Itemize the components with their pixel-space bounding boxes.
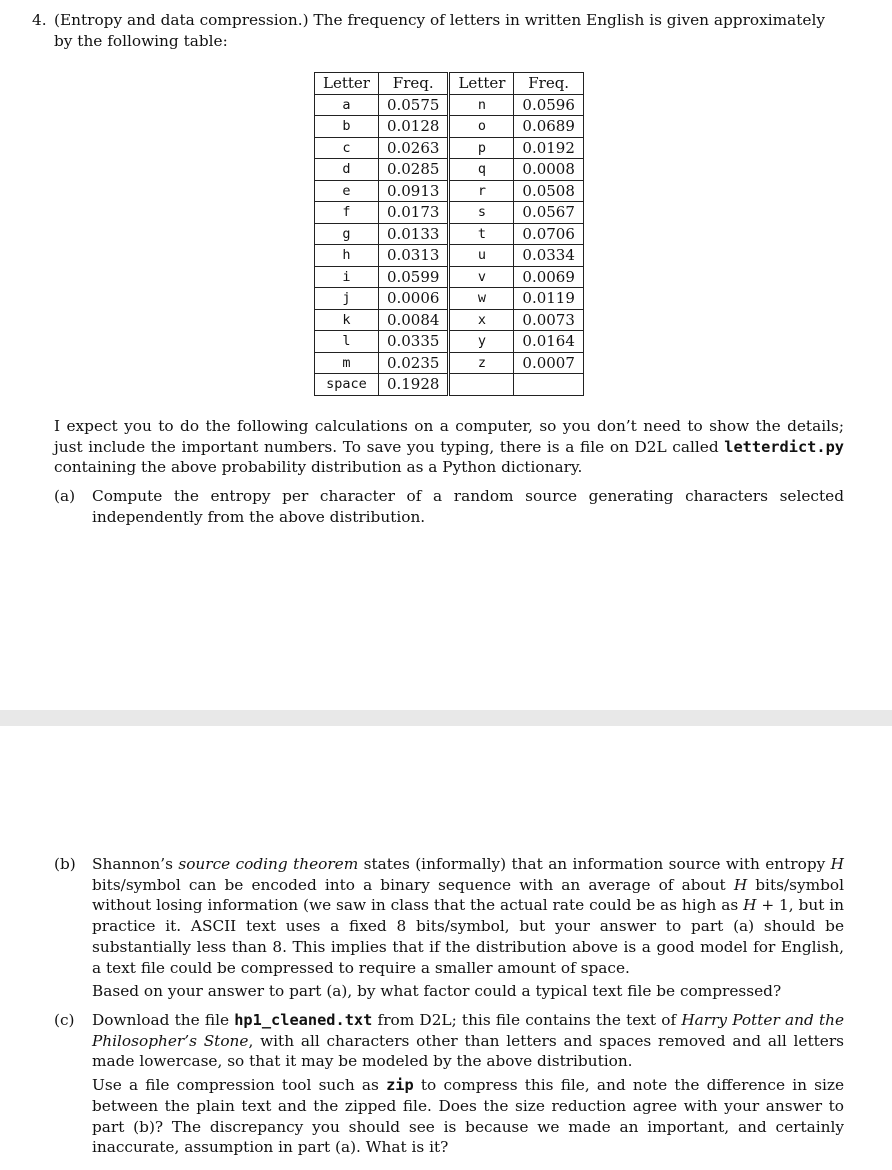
- freq-cell: 0.0073: [514, 309, 584, 331]
- problem-intro-text: The frequency of letters in written English is given approximately by the following table:: [54, 11, 826, 50]
- freq-cell: 0.0575: [378, 94, 449, 116]
- part-b-text-5: bits/symbol without losing information (we saw in class that the actual rate could be as high as: [92, 875, 844, 915]
- problem-intro: [54, 10, 844, 51]
- problem-statement: [32, 10, 844, 51]
- freq-cell: 0.0173: [378, 202, 449, 224]
- part-b-text-1: Shannon’s: [92, 855, 179, 873]
- part-b: [54, 854, 844, 1002]
- table-row: [315, 374, 584, 396]
- letter-cell: k: [315, 309, 379, 331]
- entropy-symbol: H: [743, 896, 757, 915]
- part-b-question: Based on your answer to part (a), by what factor could a typical text file be compressed?: [92, 982, 782, 1001]
- freq-cell: 0.0069: [514, 266, 584, 288]
- letter-cell: w: [449, 288, 514, 310]
- part-b-text-3: states (informally) that an information source with entropy: [358, 855, 831, 873]
- entropy-symbol: H: [830, 855, 845, 873]
- letter-cell: a: [315, 94, 379, 116]
- part-a-text: Compute the entropy per character of a random source generating characters selected independently from the above distribution.: [92, 487, 844, 526]
- table-row: [315, 245, 584, 267]
- page-two: [0, 726, 892, 1170]
- table-row: [315, 352, 584, 374]
- freq-cell: 0.0508: [514, 180, 584, 202]
- letter-cell: p: [449, 137, 514, 159]
- freq-cell: 0.0006: [378, 288, 449, 310]
- freq-cell: 0.0128: [378, 116, 449, 138]
- table-body: [315, 94, 584, 395]
- table-row: [315, 331, 584, 353]
- letter-cell: l: [315, 331, 379, 353]
- letter-cell: g: [315, 223, 379, 245]
- freq-cell: 0.0133: [378, 223, 449, 245]
- freq-cell: 0.0334: [514, 245, 584, 267]
- letter-cell: q: [449, 159, 514, 181]
- part-c-text-1: Download the file: [92, 1011, 235, 1029]
- table-row: [315, 180, 584, 202]
- letter-cell: h: [315, 245, 379, 267]
- table-header-row: [315, 73, 584, 95]
- letterdict-filename: letterdict.py: [724, 437, 844, 456]
- letter-cell: e: [315, 180, 379, 202]
- letter-cell: s: [449, 202, 514, 224]
- hp1-filename: hp1_cleaned.txt: [234, 1011, 373, 1029]
- part-c-question-2: to compress this file, and note the difference in size between the plain text and the zipped file. Does the size reduction agree with your answer to part (b)? The discrepancy you should see is because we made an important, and certainly inaccurate, assumption in part (a). What is it?: [92, 1076, 844, 1157]
- source-coding-theorem: source coding theorem: [178, 855, 359, 873]
- letter-cell: j: [315, 288, 379, 310]
- letter-cell: b: [315, 116, 379, 138]
- letter-cell: f: [315, 202, 379, 224]
- part-c-text-3: , with all characters other than letters and spaces removed and all letters made lowercase, so that it may be modeled by the above distribution.: [92, 1031, 844, 1071]
- part-a-label: (a): [54, 487, 76, 505]
- freq-cell: 0.0235: [378, 352, 449, 374]
- letter-cell: r: [449, 180, 514, 202]
- freq-cell: [514, 374, 584, 396]
- part-c-text: [92, 1010, 844, 1072]
- letter-cell: d: [315, 159, 379, 181]
- freq-cell: 0.0599: [378, 266, 449, 288]
- table-row: [315, 202, 584, 224]
- letter-cell: i: [315, 266, 379, 288]
- freq-cell: 0.0567: [514, 202, 584, 224]
- freq-cell: 0.0335: [378, 331, 449, 353]
- letter-cell: t: [449, 223, 514, 245]
- letter-cell: y: [449, 331, 514, 353]
- header-letter-1: Letter: [315, 73, 379, 95]
- problem-title: (Entropy and data compression.): [54, 11, 309, 29]
- freq-cell: 0.0706: [514, 223, 584, 245]
- part-c: [54, 1010, 844, 1158]
- part-c-text-2: from D2L; this file contains the text of: [372, 1011, 682, 1029]
- freq-cell: 0.0119: [514, 288, 584, 310]
- letter-cell: c: [315, 137, 379, 159]
- table-row: [315, 266, 584, 288]
- part-b-text-4: bits/symbol can be encoded into a binary sequence with an average of about: [92, 875, 734, 894]
- zip-tool: zip: [386, 1076, 414, 1095]
- freq-cell: 0.0084: [378, 309, 449, 331]
- freq-cell: 0.0689: [514, 116, 584, 138]
- table-row: [315, 223, 584, 245]
- freq-cell: 0.0263: [378, 137, 449, 159]
- part-c-question-1: Use a file compression tool such as: [92, 1076, 387, 1095]
- freq-cell: 0.0008: [514, 159, 584, 181]
- part-b-text-6: + 1, but in practice it. ASCII text uses a fixed 8 bits/symbol, but your answer to part (a) should be substantially less than 8. This implies that if the distribution above is a good model for English, a text file could be compressed to require a smaller amount of space.: [92, 896, 844, 977]
- freq-cell: 0.0913: [378, 180, 449, 202]
- table-row: [315, 94, 584, 116]
- part-b-text: [92, 854, 844, 978]
- instructions-text-2: containing the above probability distribution as a Python dictionary.: [54, 458, 583, 477]
- letter-cell: n: [449, 94, 514, 116]
- letter-cell: u: [449, 245, 514, 267]
- part-c-question: [92, 1075, 844, 1158]
- freq-cell: 0.0007: [514, 352, 584, 374]
- freq-cell: 0.0164: [514, 331, 584, 353]
- part-a: [54, 486, 844, 527]
- part-c-label: (c): [54, 1011, 75, 1029]
- letter-cell: z: [449, 352, 514, 374]
- table-row: [315, 159, 584, 181]
- part-b-label: (b): [54, 855, 76, 873]
- freq-cell: 0.0596: [514, 94, 584, 116]
- freq-cell: 0.0313: [378, 245, 449, 267]
- letter-cell: o: [449, 116, 514, 138]
- instructions-paragraph: [54, 416, 844, 478]
- header-freq-1: Freq.: [378, 73, 449, 95]
- letter-cell: v: [449, 266, 514, 288]
- freq-cell: 0.0285: [378, 159, 449, 181]
- table-row: [315, 288, 584, 310]
- book-title: Harry Potter and the Philosopher’s Stone: [92, 1011, 844, 1050]
- table-row: [315, 309, 584, 331]
- freq-cell: 0.1928: [378, 374, 449, 396]
- letter-frequency-table: [314, 72, 584, 396]
- problem-number: 4.: [32, 11, 47, 29]
- letter-cell: x: [449, 309, 514, 331]
- letter-cell: space: [315, 374, 379, 396]
- letter-cell: m: [315, 352, 379, 374]
- table-row: [315, 137, 584, 159]
- instructions-text-1: I expect you to do the following calculations on a computer, so you don’t need to show the details; just include the important numbers. To save you typing, there is a file on D2L called: [54, 417, 844, 456]
- letter-cell: [449, 374, 514, 396]
- entropy-symbol: H: [733, 875, 748, 894]
- freq-cell: 0.0192: [514, 137, 584, 159]
- header-freq-2: Freq.: [514, 73, 584, 95]
- page-separator: [0, 710, 892, 726]
- header-letter-2: Letter: [449, 73, 514, 95]
- table-row: [315, 116, 584, 138]
